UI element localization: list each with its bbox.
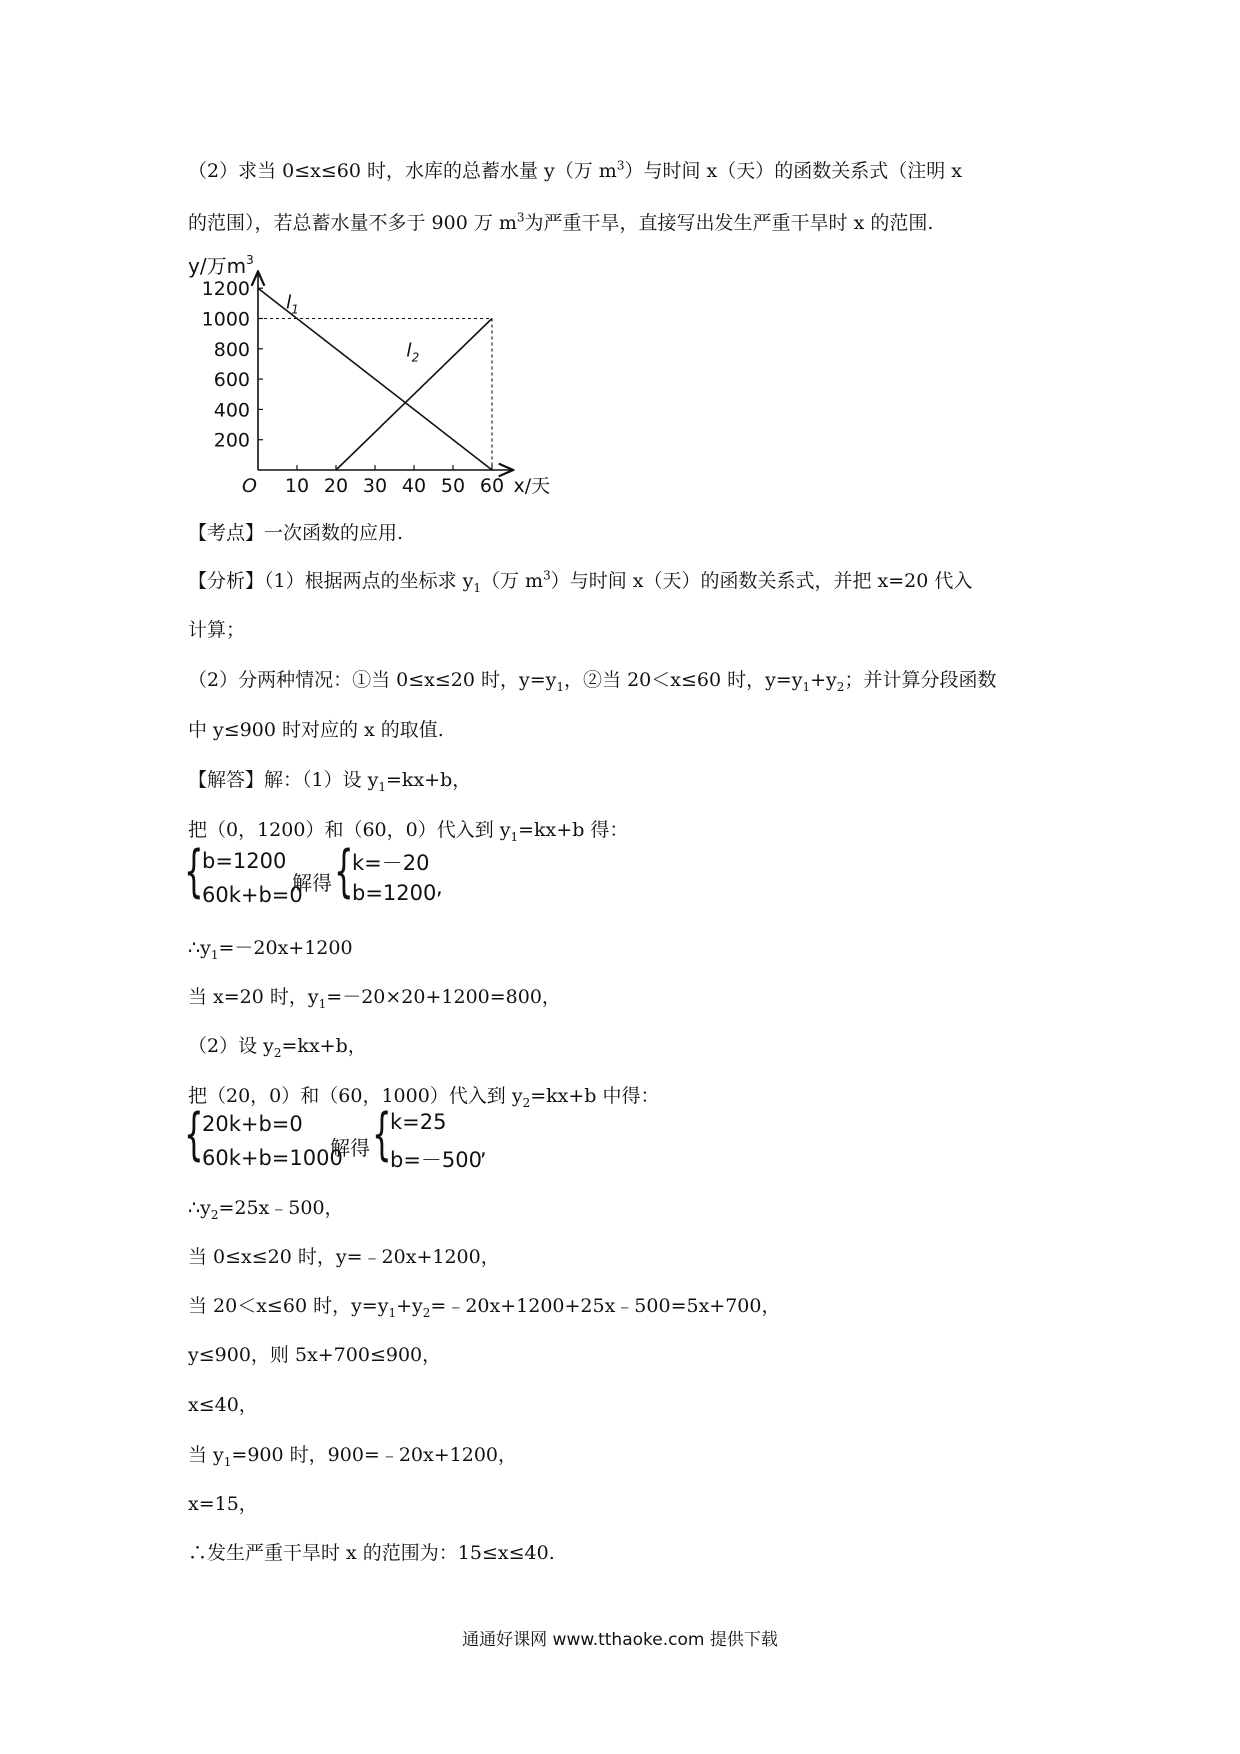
series-label-l1: $l_1$ bbox=[286, 291, 299, 317]
solution-row: b=1200 bbox=[352, 881, 437, 905]
y-tick-label: 1000 bbox=[201, 308, 250, 331]
solution-line-13: x=15， bbox=[188, 1493, 258, 1515]
left-brace: { bbox=[184, 1102, 204, 1167]
kaodian-line: 【考点】一次函数的应用. bbox=[188, 522, 404, 544]
y-tick-label: 600 bbox=[213, 369, 250, 392]
solution-row: b=－500 bbox=[390, 1148, 483, 1172]
fenxi-line-2: 计算； bbox=[188, 619, 246, 641]
punctuation: , bbox=[436, 875, 443, 899]
left-brace: { bbox=[184, 839, 204, 904]
solution-line-2: 把（0，1200）和（60，0）代入到 $y_1=kx+b$ 得： bbox=[188, 819, 629, 844]
y-tick-label: 400 bbox=[213, 399, 250, 422]
solution-line-10: y≤900，则 5x+700≤900， bbox=[188, 1344, 442, 1366]
solve-label: 解得 bbox=[292, 871, 332, 895]
equation-system-1 bbox=[184, 839, 488, 917]
system-row: 60k+b=0 bbox=[202, 883, 303, 907]
left-brace: { bbox=[372, 1102, 392, 1167]
question-line-2: 的范围），若总蓄水量不多于 900 万 $m^3$为严重干旱，直接写出发生严重干旱时 x 的范围. bbox=[188, 210, 934, 234]
solve-label: 解得 bbox=[330, 1136, 370, 1160]
system-row: 20k+b=0 bbox=[202, 1112, 303, 1136]
solution-line-3: $\therefore y_1=-20x+1200$ bbox=[188, 937, 353, 962]
question-line-1: （2）求当 0≤x≤60 时，水库的总蓄水量 y（万 $m^3$）与时间 x（天）的函数关系式（注明 x bbox=[188, 158, 962, 182]
x-tick-label: 10 bbox=[284, 475, 310, 497]
y-tick-label: 200 bbox=[213, 429, 250, 452]
x-tick-label: 40 bbox=[401, 475, 427, 497]
left-brace: { bbox=[334, 839, 354, 904]
x-tick-label: 20 bbox=[323, 475, 349, 497]
solution-row: k=－20 bbox=[352, 851, 430, 875]
solution-line-7: $\therefore y_2=25x﹣500$， bbox=[188, 1197, 344, 1222]
system-row: 60k+b=1000 bbox=[202, 1146, 343, 1170]
solution-line-11: x≤40， bbox=[188, 1394, 258, 1416]
solution-line-14: ∴发生严重干旱时 x 的范围为：15≤x≤40. bbox=[188, 1542, 555, 1564]
y-tick-label: 800 bbox=[213, 338, 250, 361]
reservoir-chart bbox=[170, 250, 550, 500]
y-axis-label: y/万$m^3$ bbox=[188, 253, 254, 278]
solution-line-12: 当 $y_1=900$ 时，900=﹣20x+1200， bbox=[188, 1444, 517, 1469]
equation-system-2 bbox=[184, 1102, 528, 1180]
x-tick-label: 50 bbox=[440, 475, 466, 497]
system-row: b=1200 bbox=[202, 849, 287, 873]
solution-line-5: （2）设 $y_2=kx+b$， bbox=[188, 1035, 367, 1060]
solution-line-4: 当 x=20 时，$y_1=-20\times 20+1200=800$， bbox=[188, 986, 561, 1011]
x-tick-label: 60 bbox=[479, 475, 505, 497]
solution-line-8: 当 0≤x≤20 时，y=﹣20x+1200， bbox=[188, 1246, 500, 1268]
series-label-l2: $l_2$ bbox=[406, 339, 420, 365]
series-line-l2 bbox=[336, 319, 492, 471]
origin-label: O bbox=[242, 475, 257, 497]
solution-line-1: 【解答】解：（1）设 $y_1=kx+b$， bbox=[188, 769, 472, 794]
fenxi-line-1: 【分析】（1）根据两点的坐标求 $y_1$（万 $m^3$）与时间 x（天）的函数关系式，并把 x=20 代入 bbox=[188, 568, 973, 595]
punctuation: , bbox=[480, 1136, 487, 1160]
fenxi-line-4: 中 y≤900 时对应的 x 的取值. bbox=[188, 719, 444, 741]
plot-area bbox=[202, 273, 550, 497]
x-axis-label: x/天 bbox=[513, 475, 550, 497]
solution-line-9: 当 20＜x≤60 时，$y=y_1+y_2=﹣20x+1200+25x﹣500=5x+700$， bbox=[188, 1295, 781, 1320]
footer-credit: 通通好课网 www.tthaoke.com 提供下载 bbox=[462, 1630, 778, 1650]
y-tick-label: 1200 bbox=[201, 278, 250, 301]
fenxi-line-3: （2）分两种情况：①当 0≤x≤20 时，$y=y_1$，②当 20＜x≤60 时，$y=y_1+y_2$；并计算分段函数 bbox=[188, 669, 997, 694]
solution-row: k=25 bbox=[390, 1110, 447, 1134]
x-tick-label: 30 bbox=[362, 475, 388, 497]
solution-line-6: 把（20，0）和（60，1000）代入到 $y_2=kx+b$ 中得： bbox=[188, 1085, 660, 1110]
